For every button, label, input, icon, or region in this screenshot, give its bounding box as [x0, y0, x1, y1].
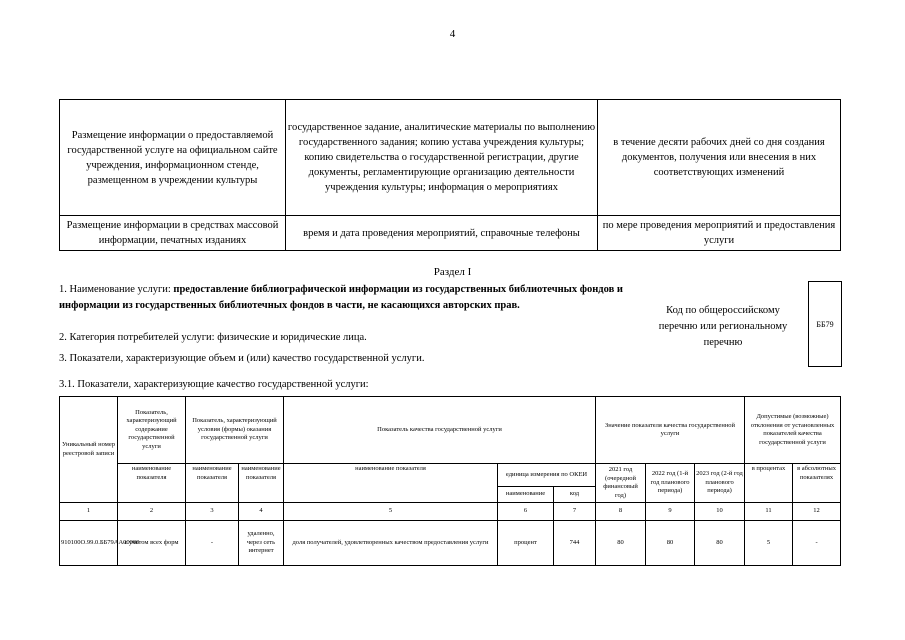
cell-condition-2: удаленно, через сеть интернет — [239, 521, 284, 566]
cell-content: с учетом всех форм — [118, 521, 186, 566]
column-number: 4 — [239, 503, 284, 521]
subheader-unit: единица измерения по ОКЕИ — [498, 464, 596, 487]
header-deviation: Допустимые (возможные) отклонения от установленных показателей качества государственной услуги — [745, 397, 841, 464]
subheader-percent: в процентах — [745, 464, 793, 503]
subheader-content-name: наименование показателя — [118, 464, 186, 503]
service-name-prefix: 1. Наименование услуги: — [59, 284, 174, 295]
column-number: 2 — [118, 503, 186, 521]
registry-code-label: Код по общероссийскому перечню или региональному перечню — [658, 305, 788, 348]
column-number: 7 — [554, 503, 596, 521]
subheader-quality-name: наименование показателя — [284, 464, 498, 503]
subheader-absolute: в абсолютных показателях — [793, 464, 841, 503]
info-method-cell: Размещение информации о предоставляемой государственной услуге на официальном сайте учреждения, информационном стенде, размещенном в учреждении культуры — [60, 100, 286, 216]
info-content-cell: время и дата проведения мероприятий, справочные телефоны — [286, 216, 598, 251]
information-methods-table — [59, 99, 841, 251]
info-frequency-cell: по мере проведения мероприятий и предоставления услуги — [598, 216, 841, 251]
cell-quality-name: доля получателей, удовлетворенных качеством предоставления услуги — [284, 521, 498, 566]
header-content: Показатель, характеризующий содержание государственной услуги — [118, 397, 186, 464]
registry-code-box: ББ79 — [808, 281, 842, 367]
table-header-row — [60, 464, 841, 487]
column-number: 10 — [695, 503, 745, 521]
indicators-heading: 3. Показатели, характеризующие объем и (или) качество государственной услуги. — [59, 353, 425, 364]
column-number: 5 — [284, 503, 498, 521]
table-row — [60, 216, 841, 251]
cell-unique-number: 910100О.99.0.ББ79АА00000 — [60, 521, 118, 566]
subheader-unit-code: код — [554, 487, 596, 503]
column-number: 9 — [646, 503, 695, 521]
column-number: 8 — [596, 503, 646, 521]
cell-unit-name: процент — [498, 521, 554, 566]
table-header-row — [60, 397, 841, 464]
info-frequency-cell: в течение десяти рабочих дней со дня создания документов, получения или внесения в них соответствующих изменений — [598, 100, 841, 216]
cell-value-2022: 80 — [646, 521, 695, 566]
consumer-category-line: 2. Категория потребителей услуги: физические и юридические лица. — [59, 332, 367, 343]
section-title: Раздел I — [433, 266, 472, 278]
cell-deviation-percent: 5 — [745, 521, 793, 566]
table-row — [60, 100, 841, 216]
header-unique-number: Уникальный номер реестровой записи — [60, 397, 118, 503]
column-number-row — [60, 503, 841, 521]
subheader-year-2023: 2023 год (2-й год планового периода) — [695, 464, 745, 503]
quality-indicators-table — [59, 396, 841, 566]
column-number: 3 — [186, 503, 239, 521]
column-number: 6 — [498, 503, 554, 521]
service-name-line — [59, 282, 679, 314]
page-number: 4 — [449, 28, 456, 40]
cell-deviation-absolute: - — [793, 521, 841, 566]
column-number: 11 — [745, 503, 793, 521]
header-quality: Показатель качества государственной услуги — [284, 397, 596, 464]
subheader-unit-name: наименование — [498, 487, 554, 503]
subheader-year-2022: 2022 год (1-й год планового периода) — [646, 464, 695, 503]
table-row — [60, 521, 841, 566]
subheader-year-2021: 2021 год (очередной финансовый год) — [596, 464, 646, 503]
info-content-cell: государственное задание, аналитические материалы по выполнению государственного задания; копию устава учреждения культуры; копию свидетельства о государственной регистрации, другие документы, регламентирующие организацию деятельности учреждения культуры; информация о мероприятиях — [286, 100, 598, 216]
column-number: 12 — [793, 503, 841, 521]
subheader-condition-name-2: наименование показателя — [239, 464, 284, 503]
quality-indicators-heading: 3.1. Показатели, характеризующие качество государственной услуги: — [59, 379, 369, 390]
column-number: 1 — [60, 503, 118, 521]
header-value: Значение показателя качества государственной услуги — [596, 397, 745, 464]
cell-value-2021: 80 — [596, 521, 646, 566]
cell-value-2023: 80 — [695, 521, 745, 566]
subheader-condition-name-1: наименование показателя — [186, 464, 239, 503]
cell-unit-code: 744 — [554, 521, 596, 566]
service-name-value: предоставление библиографической информации из государственных библиотечных фондов и информации из государственных библиотечных фондов в части, не касающихся авторских прав. — [59, 284, 623, 311]
cell-condition-1: - — [186, 521, 239, 566]
header-conditions: Показатель, характеризующий условия (формы) оказания государственной услуги — [186, 397, 284, 464]
info-method-cell: Размещение информации в средствах массовой информации, печатных изданиях — [60, 216, 286, 251]
